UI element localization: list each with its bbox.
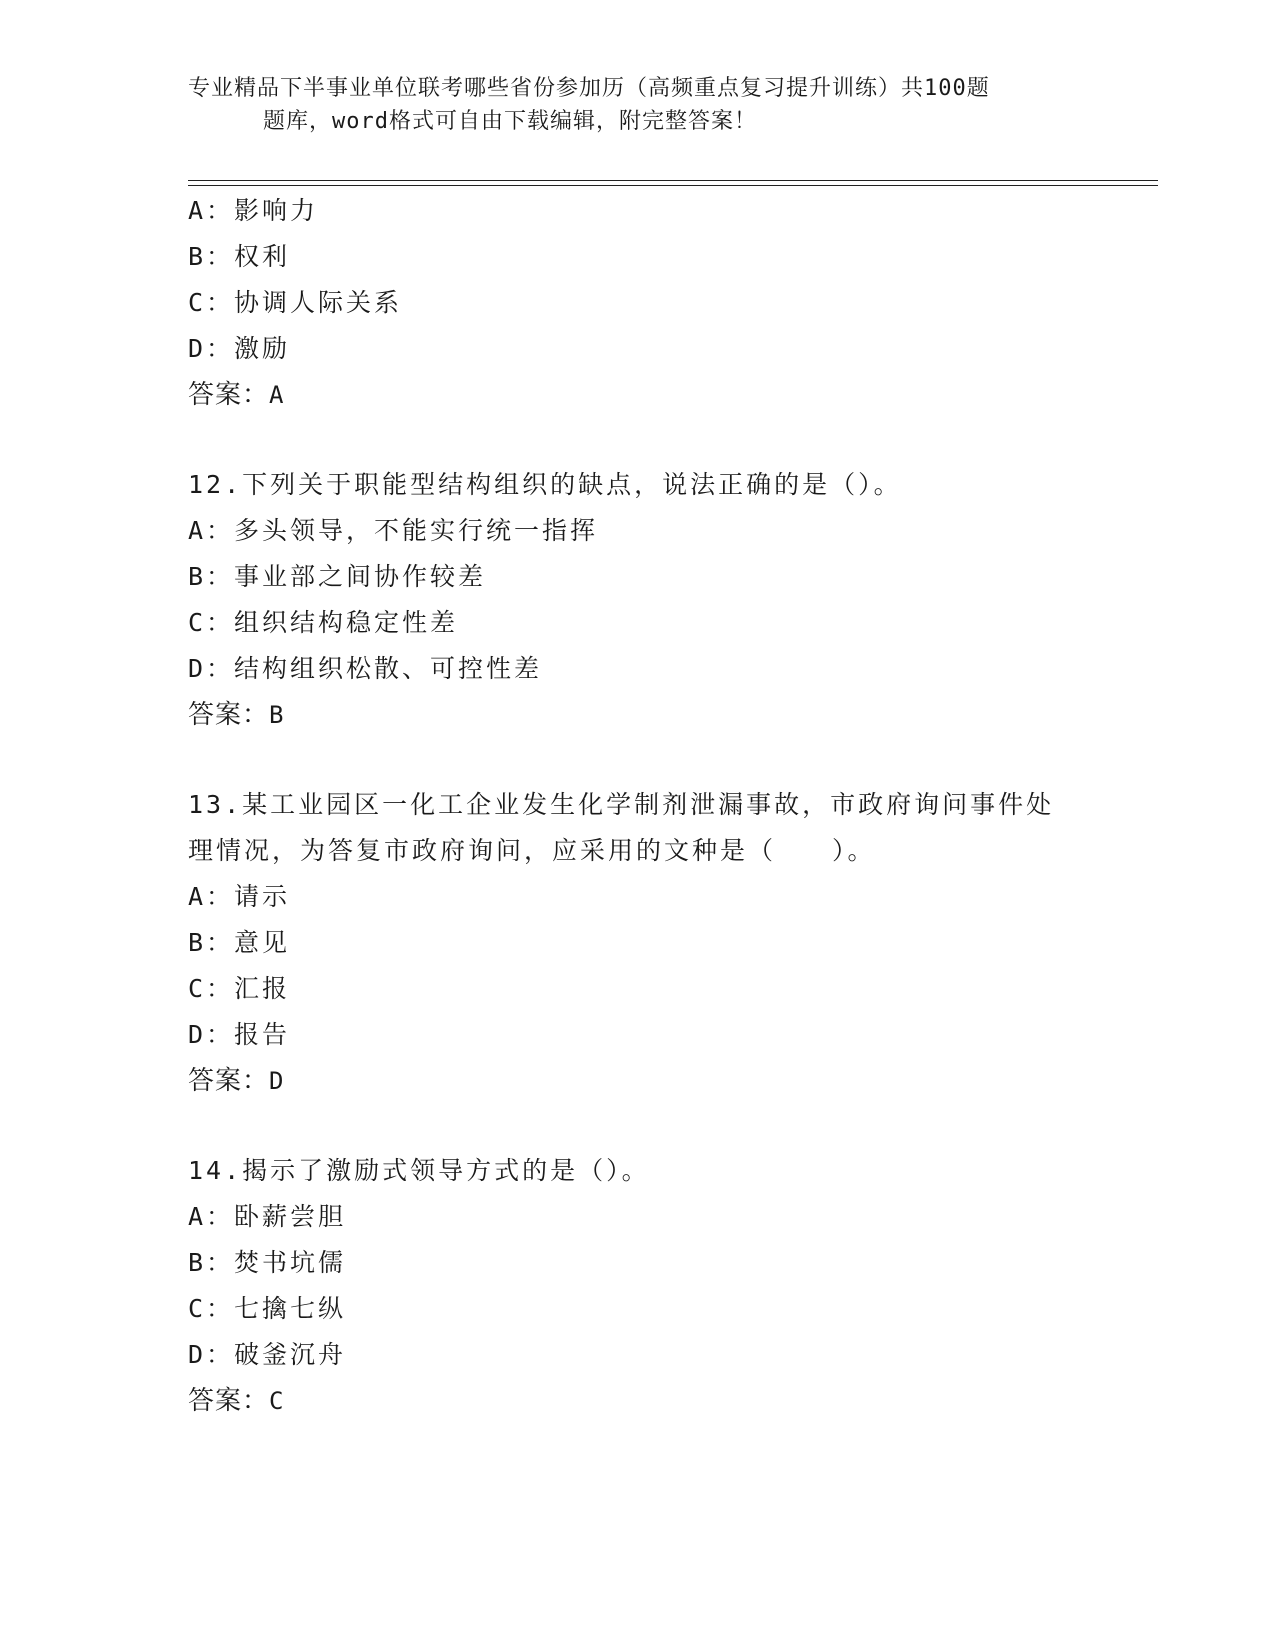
option-b: B：意见 <box>188 928 291 957</box>
header-title-line-1: 专业精品下半事业单位联考哪些省份参加历（高频重点复习提升训练）共100题 <box>188 76 990 101</box>
option-d: D：破釜沉舟 <box>188 1340 347 1369</box>
answer-label: 答案： <box>188 380 270 410</box>
option-a: A：影响力 <box>188 196 319 225</box>
option-c: C：七擒七纵 <box>188 1294 347 1323</box>
answer-label: 答案： <box>188 700 270 730</box>
answer-line <box>188 1378 1088 1424</box>
option-d: D：结构组织松散、可控性差 <box>188 654 543 683</box>
option-b: B：焚书坑儒 <box>188 1248 347 1277</box>
question-12 <box>188 462 1088 738</box>
question-list <box>188 188 1088 1424</box>
option-b: B：权利 <box>188 242 291 271</box>
option-d: D：激励 <box>188 334 291 363</box>
header-divider-top <box>188 180 1158 181</box>
answer-label: 答案： <box>188 1066 270 1096</box>
answer-value: B <box>269 701 285 729</box>
answer-label: 答案： <box>188 1386 270 1416</box>
question-14 <box>188 1148 1088 1424</box>
header-divider-bottom <box>188 185 1158 186</box>
answer-line <box>188 692 1088 738</box>
option-a: A：请示 <box>188 882 291 911</box>
question-11-continued <box>188 188 1088 418</box>
answer-value: D <box>269 1067 285 1095</box>
answer-value: C <box>269 1387 285 1415</box>
question-stem: 13.某工业园区一化工企业发生化学制剂泄漏事故，市政府询问事件处理情况，为答复市政府询问，应采用的文种是（ ）。 <box>188 790 1055 865</box>
document-header <box>188 72 1068 138</box>
option-b: B：事业部之间协作较差 <box>188 562 487 591</box>
option-c: C：协调人际关系 <box>188 288 403 317</box>
option-a: A：多头领导，不能实行统一指挥 <box>188 516 599 545</box>
question-stem: 12.下列关于职能型结构组织的缺点，说法正确的是（）。 <box>188 470 902 499</box>
answer-value: A <box>269 381 285 409</box>
option-c: C：汇报 <box>188 974 291 1003</box>
answer-line <box>188 372 1088 418</box>
question-stem: 14.揭示了激励式领导方式的是（）。 <box>188 1156 650 1185</box>
option-c: C：组织结构稳定性差 <box>188 608 459 637</box>
question-13 <box>188 782 1088 1104</box>
option-a: A：卧薪尝胆 <box>188 1202 347 1231</box>
answer-line <box>188 1058 1088 1104</box>
header-title-line-2: 题库，word格式可自由下载编辑，附完整答案！ <box>263 109 757 134</box>
option-d: D：报告 <box>188 1020 291 1049</box>
